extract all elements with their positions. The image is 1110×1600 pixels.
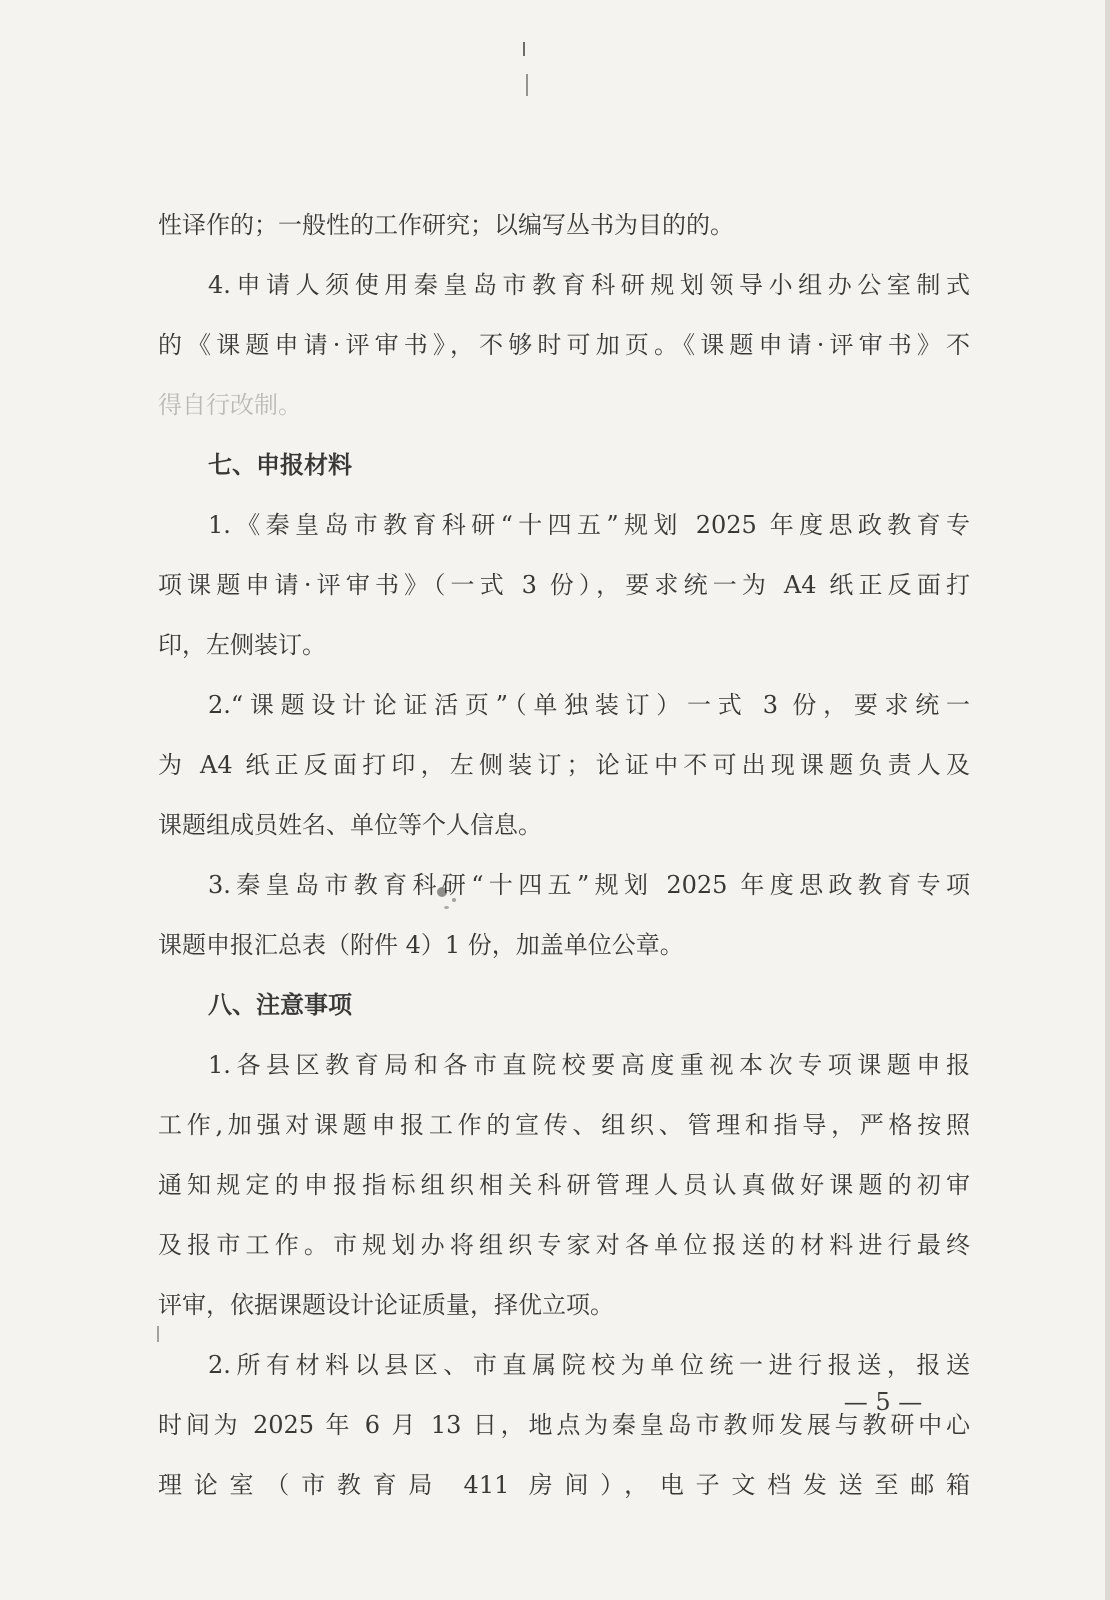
page-number: — 5 —	[843, 1388, 923, 1416]
body-line: 通知规定的申报指标组织相关科研管理人员认真做好课题的初审	[158, 1171, 970, 1199]
body-line: 工作,加强对课题申报工作的宣传、组织、管理和指导，严格按照	[158, 1111, 970, 1139]
body-line: 的《课题申请·评审书》，不够时可加页。《课题申请·评审书》不	[158, 331, 970, 359]
binding-mark	[523, 42, 525, 56]
page-edge	[1105, 0, 1110, 1600]
body-line: 项课题申请·评审书》（一式 3 份），要求统一为 A4 纸正反面打	[158, 571, 970, 599]
body-line: 及报市工作。市规划办将组织专家对各单位报送的材料进行最终	[158, 1231, 970, 1259]
body-line-paragraph-start: 2.所有材料以县区、市直属院校为单位统一进行报送，报送	[208, 1351, 970, 1379]
body-line: 理论室（市教育局 411 房间），电子文档发送至邮箱	[158, 1471, 970, 1499]
body-line: 时间为 2025 年 6 月 13 日，地点为秦皇岛市教师发展与教研中心	[158, 1411, 970, 1439]
body-line-paragraph-end: 课题组成员姓名、单位等个人信息。	[158, 811, 542, 839]
document-body	[158, 195, 970, 1515]
body-line-paragraph-start: 4.申请人须使用秦皇岛市教育科研规划领导小组办公室制式	[208, 271, 970, 299]
binding-mark	[526, 74, 528, 96]
body-line-paragraph-start: 1.《秦皇岛市教育科研“十四五”规划 2025 年度思政教育专	[208, 511, 970, 539]
body-line-paragraph-end: 得自行改制。	[158, 391, 302, 419]
body-line-paragraph-start: 1.各县区教育局和各市直院校要高度重视本次专项课题申报	[208, 1051, 970, 1079]
body-line-paragraph-end: 印，左侧装订。	[158, 631, 326, 659]
body-line-paragraph-start: 3.秦皇岛市教育科研“十四五”规划 2025 年度思政教育专项	[208, 871, 970, 899]
body-line-paragraph-start: 2.“课题设计论证活页”（单独装订）一式 3 份，要求统一	[208, 691, 970, 719]
body-line: 为 A4 纸正反面打印，左侧装订；论证中不可出现课题负责人及	[158, 751, 970, 779]
section-heading-notes: 八、注意事项	[208, 991, 352, 1019]
body-line-continuation: 性译作的；一般性的工作研究；以编写丛书为目的的。	[158, 211, 734, 239]
section-heading-materials: 七、申报材料	[208, 451, 352, 479]
body-line-paragraph-end: 评审，依据课题设计论证质量，择优立项。	[158, 1291, 614, 1319]
body-line-paragraph-end: 课题申报汇总表（附件 4）1 份，加盖单位公章。	[158, 931, 684, 959]
